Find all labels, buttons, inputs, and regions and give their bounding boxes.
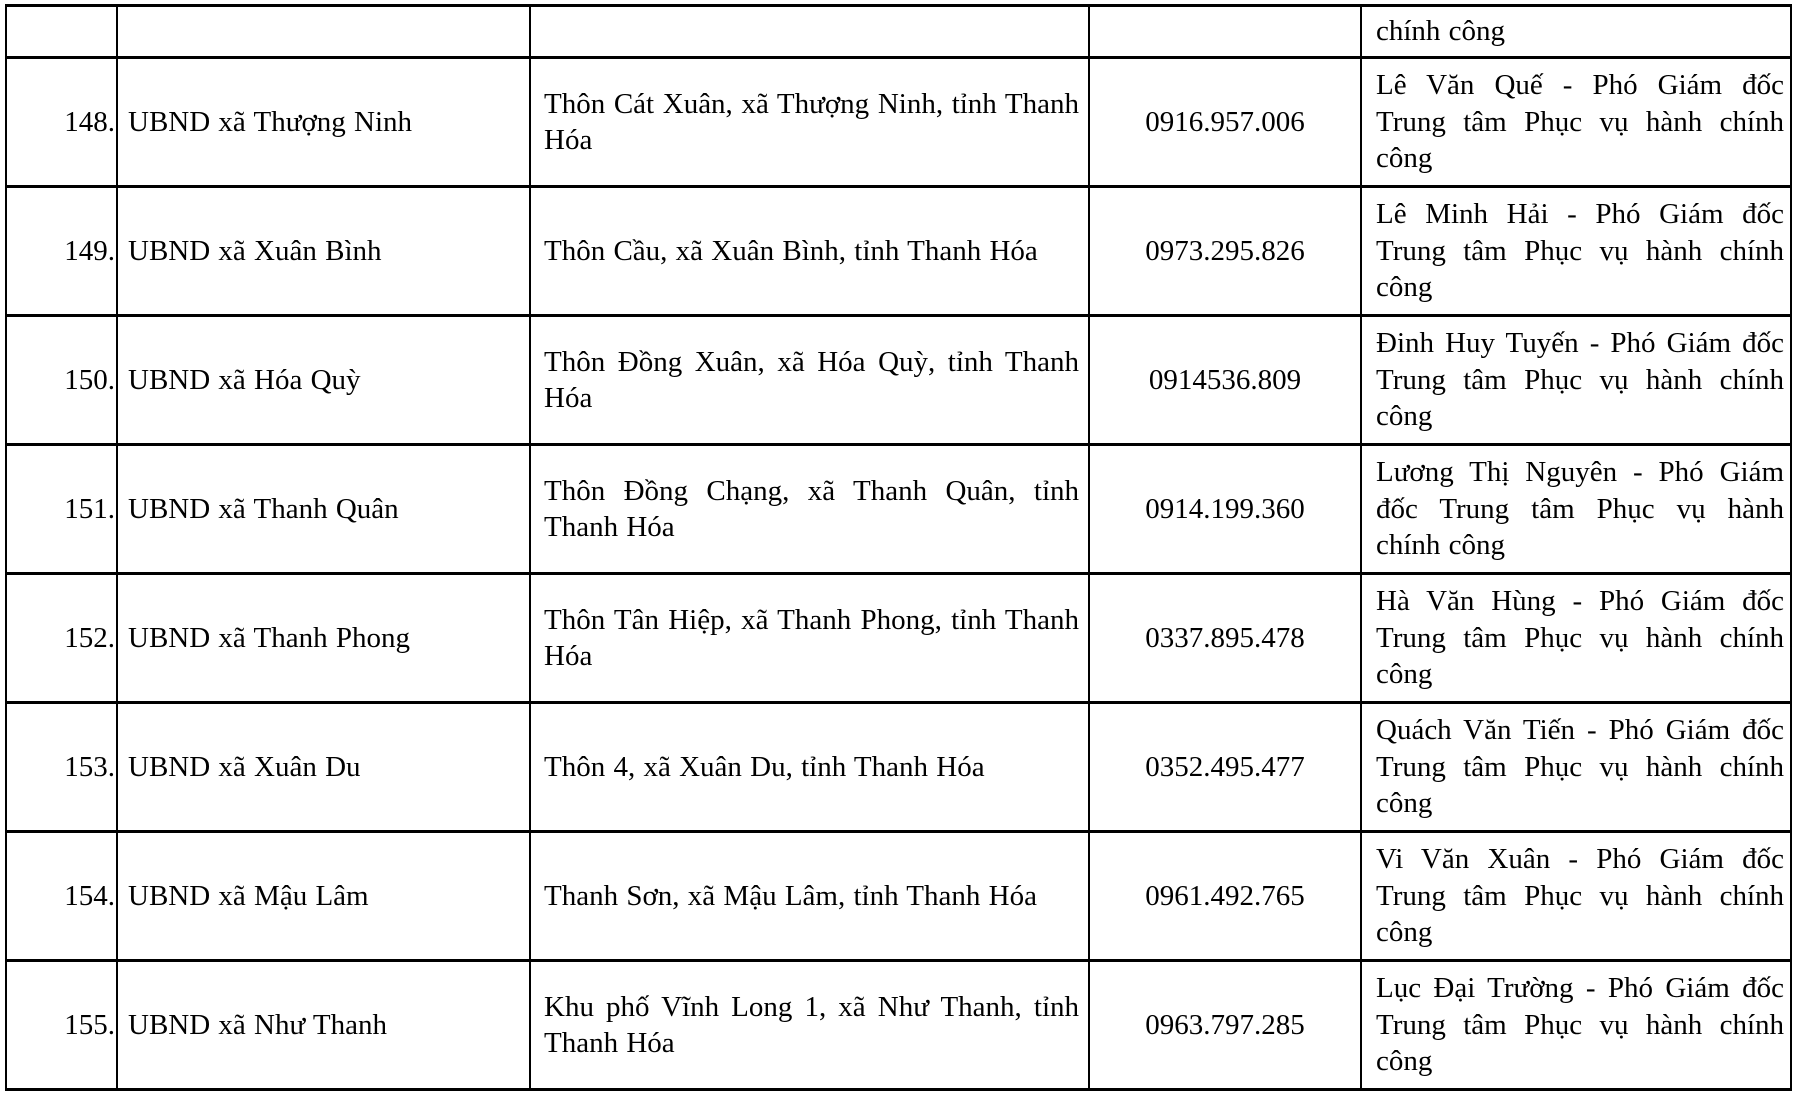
contact-person-cell: Lương Thị Nguyên - Phó Giám đốc Trung tâm Phục vụ hành chính công bbox=[1361, 445, 1791, 574]
contact-person-cell: Lê Minh Hải - Phó Giám đốc Trung tâm Phục vụ hành chính công bbox=[1361, 187, 1791, 316]
row-number-cell bbox=[6, 6, 117, 58]
phone-cell: 0914536.809 bbox=[1089, 316, 1361, 445]
contact-person-cell: Hà Văn Hùng - Phó Giám đốc Trung tâm Phục vụ hành chính công bbox=[1361, 574, 1791, 703]
address-cell: Thanh Sơn, xã Mậu Lâm, tỉnh Thanh Hóa bbox=[530, 832, 1089, 961]
contact-person-cell: Quách Văn Tiến - Phó Giám đốc Trung tâm Phục vụ hành chính công bbox=[1361, 703, 1791, 832]
row-number-cell: 150. bbox=[6, 316, 117, 445]
contact-directory-table bbox=[5, 4, 1792, 1091]
phone-cell: 0337.895.478 bbox=[1089, 574, 1361, 703]
table-row bbox=[6, 703, 1791, 832]
phone-cell: 0914.199.360 bbox=[1089, 445, 1361, 574]
agency-name-cell: UBND xã Thượng Ninh bbox=[117, 58, 530, 187]
table-row bbox=[6, 187, 1791, 316]
agency-name-cell: UBND xã Như Thanh bbox=[117, 961, 530, 1090]
phone-cell: 0916.957.006 bbox=[1089, 58, 1361, 187]
row-number-cell: 155. bbox=[6, 961, 117, 1090]
agency-name-cell: UBND xã Xuân Du bbox=[117, 703, 530, 832]
agency-name-cell: UBND xã Mậu Lâm bbox=[117, 832, 530, 961]
phone-cell: 0352.495.477 bbox=[1089, 703, 1361, 832]
table-row bbox=[6, 316, 1791, 445]
contact-person-cell: Lục Đại Trường - Phó Giám đốc Trung tâm Phục vụ hành chính công bbox=[1361, 961, 1791, 1090]
contact-person-cell: Lê Văn Quế - Phó Giám đốc Trung tâm Phục vụ hành chính công bbox=[1361, 58, 1791, 187]
address-cell: Thôn Đồng Chạng, xã Thanh Quân, tỉnh Thanh Hóa bbox=[530, 445, 1089, 574]
agency-name-cell: UBND xã Xuân Bình bbox=[117, 187, 530, 316]
agency-name-cell: UBND xã Hóa Quỳ bbox=[117, 316, 530, 445]
phone-cell: 0973.295.826 bbox=[1089, 187, 1361, 316]
table-row bbox=[6, 961, 1791, 1090]
agency-name-cell: UBND xã Thanh Phong bbox=[117, 574, 530, 703]
row-number-cell: 149. bbox=[6, 187, 117, 316]
agency-name-cell bbox=[117, 6, 530, 58]
phone-cell: 0963.797.285 bbox=[1089, 961, 1361, 1090]
contact-person-cell: chính công bbox=[1361, 6, 1791, 58]
contact-person-cell: Vi Văn Xuân - Phó Giám đốc Trung tâm Phục vụ hành chính công bbox=[1361, 832, 1791, 961]
table-row-partial bbox=[6, 6, 1791, 58]
table-row bbox=[6, 574, 1791, 703]
contact-person-cell: Đinh Huy Tuyến - Phó Giám đốc Trung tâm Phục vụ hành chính công bbox=[1361, 316, 1791, 445]
address-cell: Thôn 4, xã Xuân Du, tỉnh Thanh Hóa bbox=[530, 703, 1089, 832]
table-row bbox=[6, 832, 1791, 961]
address-cell: Thôn Cát Xuân, xã Thượng Ninh, tỉnh Thanh Hóa bbox=[530, 58, 1089, 187]
row-number-cell: 154. bbox=[6, 832, 117, 961]
row-number-cell: 148. bbox=[6, 58, 117, 187]
row-number-cell: 151. bbox=[6, 445, 117, 574]
address-cell: Thôn Đồng Xuân, xã Hóa Quỳ, tỉnh Thanh Hóa bbox=[530, 316, 1089, 445]
address-cell: Thôn Tân Hiệp, xã Thanh Phong, tỉnh Thanh Hóa bbox=[530, 574, 1089, 703]
row-number-cell: 152. bbox=[6, 574, 117, 703]
address-cell: Khu phố Vĩnh Long 1, xã Như Thanh, tỉnh Thanh Hóa bbox=[530, 961, 1089, 1090]
table-row bbox=[6, 445, 1791, 574]
agency-name-cell: UBND xã Thanh Quân bbox=[117, 445, 530, 574]
phone-cell: 0961.492.765 bbox=[1089, 832, 1361, 961]
table-row bbox=[6, 58, 1791, 187]
address-cell: Thôn Cầu, xã Xuân Bình, tỉnh Thanh Hóa bbox=[530, 187, 1089, 316]
phone-cell bbox=[1089, 6, 1361, 58]
row-number-cell: 153. bbox=[6, 703, 117, 832]
address-cell bbox=[530, 6, 1089, 58]
